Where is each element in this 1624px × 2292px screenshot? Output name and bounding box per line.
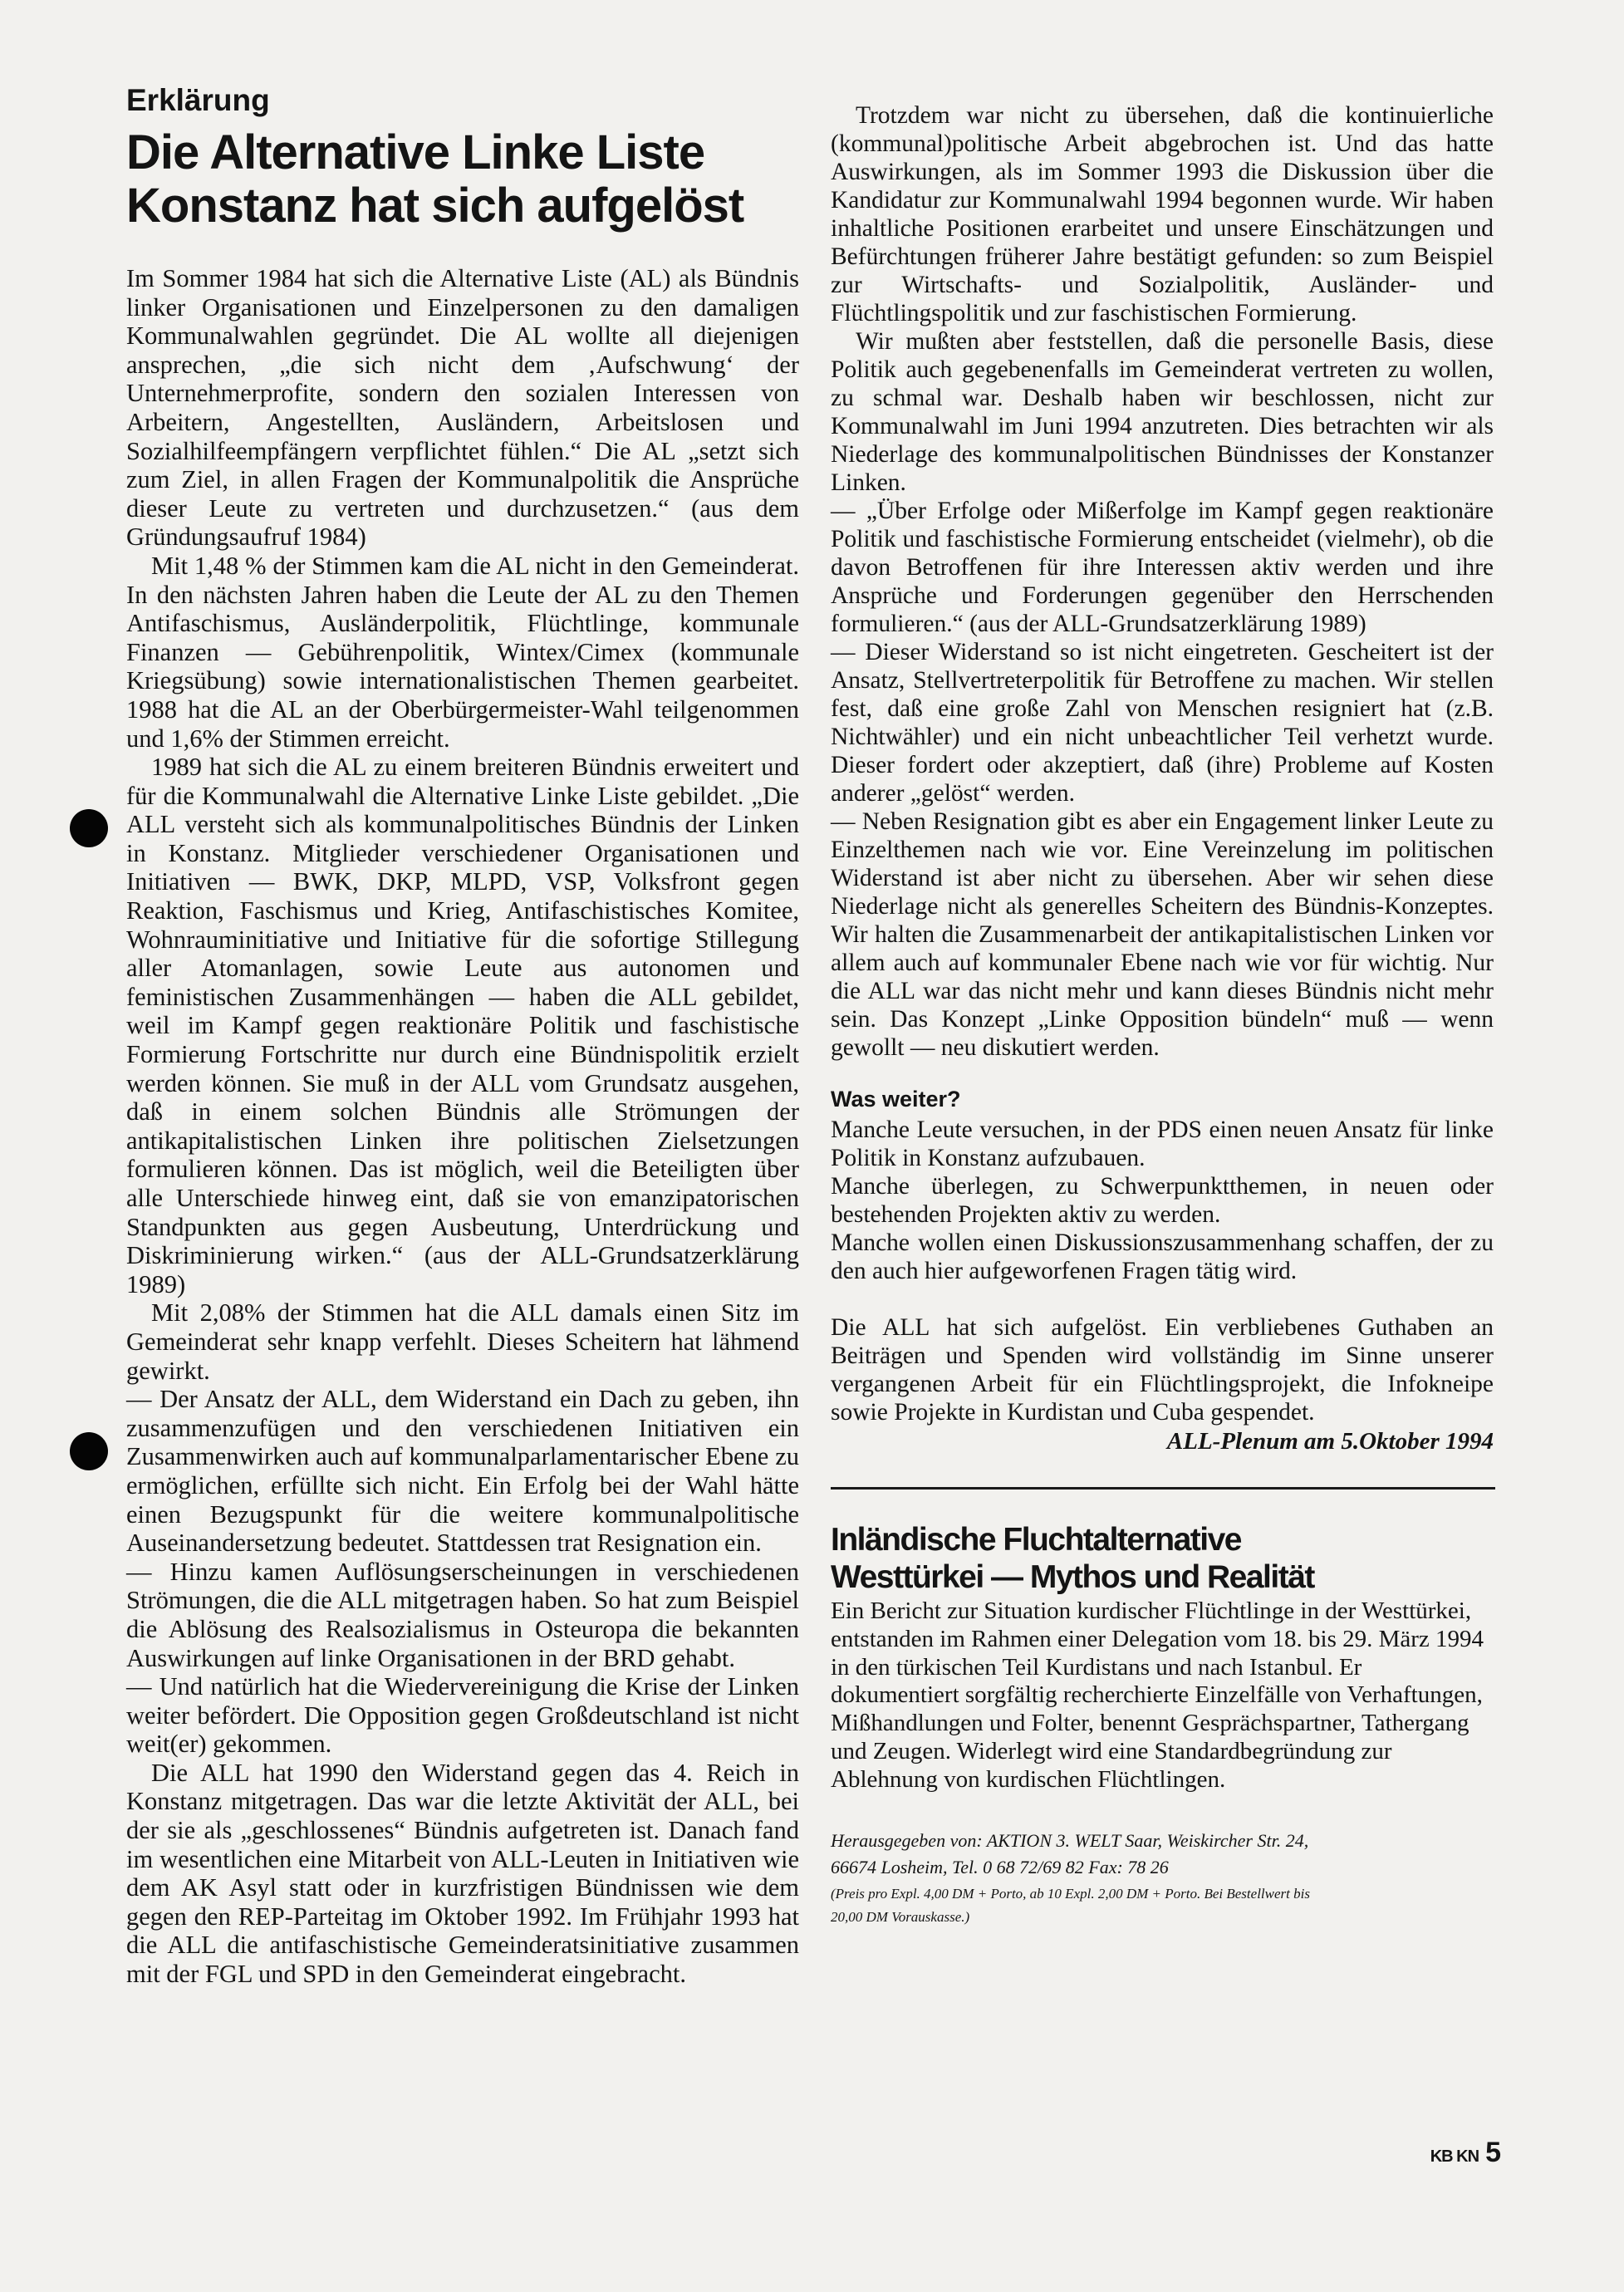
closing-paragraph: Die ALL hat sich aufgelöst. Ein verbliebenes Guthaben an Beiträgen und Spenden wird vollständig im Sinne unserer vergangenen Arbeit für ein Flüchtlingsprojekt, die Infokneipe sowie Projekte in Kurdistan und Cuba gespendet. xyxy=(831,1314,1494,1426)
paragraph: Mit 2,08% der Stimmen hat die ALL damals einen Sitz im Gemeinderat sehr knapp verfehlt. Dieses Scheitern hat lähmend gewirkt. xyxy=(126,1298,799,1385)
paragraph: Manche Leute versuchen, in der PDS einen neuen Ansatz für linke Politik in Konstanz aufzubauen. xyxy=(831,1117,1494,1171)
ad-title-line-1: Inländische Fluchtalternative xyxy=(831,1522,1241,1558)
article-kicker: Erklärung xyxy=(126,83,270,117)
punch-hole-top xyxy=(70,809,108,847)
paragraph: — Der Ansatz der ALL, dem Widerstand ein Dach zu geben, ihn zusammenzufügen und den verschiedenen Initiativen ein Zusammenwirken auch auf kommunalparlamentarischer Ebene zu ermöglichen, erfüllte sich nicht. Ein Erfolg bei der Wahl hätte einen Bezugspunkt für die weitere kommunalpolitische Auseinandersetzung bedeutet. Stattdessen trat Resignation ein. xyxy=(126,1385,799,1558)
paragraph: Die ALL hat 1990 den Widerstand gegen das 4. Reich in Konstanz mitgetragen. Das war die letzte Aktivität der ALL, bei der sie als „geschlossenes“ Bündnis aufgetreten ist. Danach fand im wesentlichen eine Mitarbeit von ALL-Leuten in Initiativen wie dem AK Asyl statt oder in kurzfristigen Bündnissen wie dem gegen den REP-Parteitag im Oktober 1992. Im Frühjahr 1993 hat die ALL die antifaschistische Gemeinderatsinitiative zusammen mit der FGL und SPD in den Gemeinderat eingebracht. xyxy=(126,1758,799,1989)
article-headline xyxy=(126,126,799,233)
punch-hole-bottom xyxy=(70,1432,108,1470)
paragraph: Manche überlegen, zu Schwerpunktthemen, in neuen oder bestehenden Projekten aktiv zu werden. xyxy=(831,1173,1494,1228)
paragraph: — Hinzu kamen Auflösungserscheinungen in verschiedenen Strömungen, die die ALL mitgetragen haben. So hat zum Beispiel die Ablösung des Realsozialismus in Osteuropa die bekannten Auswirkungen auf linke Organisationen in der BRD gehabt. xyxy=(126,1557,799,1672)
article-right-column xyxy=(831,101,1494,1929)
paragraph: — „Über Erfolge oder Mißerfolge im Kampf gegen reaktionäre Politik und faschistische Formierung entscheidet (vielmehr), ob die davon Betroffenen für ihre Interessen aktiv werden und ihre Ansprüche und Forderungen gegenüber den Herrschenden formulieren.“ (aus der ALL-Grundsatzerklärung 1989) xyxy=(831,498,1494,637)
paragraph: — Neben Resignation gibt es aber ein Engagement linker Leute zu Einzelthemen nach wie vor. Eine Vereinzelung im politischen Widerstand ist aber nicht zu übersehen. Aber wir sehen diese Niederlage nicht als generelles Scheitern des Bündnis-Konzeptes. Wir halten die Zusammenarbeit der antikapitalistischen Linken vor allem auch auf kommunaler Ebene nach wie vor für wichtig. Nur die ALL war das nicht mehr und kann dieses Bündnis nicht mehr sein. Das Konzept „Linke Opposition bündeln“ muß — wenn gewollt — neu diskutiert werden. xyxy=(831,808,1494,1061)
paragraph: Manche wollen einen Diskussionszusammenhang schaffen, der zu den auch hier aufgeworfenen Fragen tätig wird. xyxy=(831,1229,1494,1284)
price-line-1: (Preis pro Expl. 4,00 DM + Porto, ab 10 Expl. 2,00 DM + Porto. Bei Bestellwert bis xyxy=(831,1885,1310,1902)
signature: ALL-Plenum am 5.Oktober 1994 xyxy=(1166,1428,1494,1455)
divider xyxy=(831,1487,1495,1490)
paragraph: — Und natürlich hat die Wiedervereinigung die Krise der Linken weiter befördert. Die Opposition gegen Großdeutschland ist nicht weit(er) gekommen. xyxy=(126,1672,799,1759)
paragraph: Im Sommer 1984 hat sich die Alternative Liste (AL) als Bündnis linker Organisationen und Einzelpersonen zu den damaligen Kommunalwahlen gegründet. Die AL wollte all diejenigen ansprechen, „die sich nicht dem ‚Aufschwung‘ der Unternehmerprofite, sondern den sozialen Interessen von Arbeitern, Angestellten, Ausländern, Arbeitslosen und Sozialhilfeempfängern verpflichtet fühlen.“ Die AL „setzt sich zum Ziel, in allen Fragen der Kommunalpolitik die Ansprüche dieser Leute zu vertreten und durchzusetzen.“ (aus dem Gründungsaufruf 1984) xyxy=(126,264,799,552)
page-number: 5 xyxy=(1485,2137,1501,2168)
paragraph: Trotzdem war nicht zu übersehen, daß die kontinuierliche (kommunal)politische Arbeit abgebrochen ist. Und das hatte Auswirkungen, als im Sommer 1993 die Diskussion über die Kandidatur zur Kommunalwahl 1994 begonnen wurde. Wir haben inhaltliche Positionen erarbeitet und unsere Einschätzungen und Befürchtungen früherer Jahre bestätigt gefunden: so zum Beispiel zur Wirtschafts- und Sozialpolitik, Ausländer- und Flüchtlingspolitik und zur faschistischen Formierung. xyxy=(831,102,1494,326)
ad-text: Ein Bericht zur Situation kurdischer Flüchtlinge in der Westtürkei, entstanden im Rahmen einer Delegation vom 18. bis 29. März 1994 in den türkischen Teil Kurdistans und nach Istanbul. Er dokumentiert sorgfältig recherchierte Einzelfälle von Verhaftungen, Mißhandlungen und Folter, benennt Gesprächspartner, Tathergang und Zeugen. Widerlegt wird eine Standardbegründung zur Ablehnung von kurdischen Flüchtlingen. xyxy=(831,1598,1484,1793)
headline-line-1: Die Alternative Linke Liste xyxy=(126,125,705,179)
price-line-2: 20,00 DM Vorauskasse.) xyxy=(831,1908,970,1925)
paragraph: 1989 hat sich die AL zu einem breiteren Bündnis erweitert und für die Kommunalwahl die Alternative Linke Liste gebildet. „Die ALL versteht sich als kommunalpolitisches Bündnis der Linken in Konstanz. Mitglieder verschiedener Organisationen und Initiativen — BWK, DKP, MLPD, VSP, Volksfront gegen Reaktion, Faschismus und Krieg, Antifaschistisches Komitee, Wohnrauminitiative und Initiative für die sofortige Stillegung aller Atomanlagen, sowie Leute aus autonomen und feministischen Zusammenhängen — haben die ALL gebildet, weil im Kampf gegen reaktionäre Politik und faschistische Formierung Fortschritte nur durch eine Bündnispolitik erzielt werden können. Sie muß in der ALL vom Grundsatz ausgehen, daß in einem solchen Bündnis alle Strömungen der antikapitalistischen Linken ihre politischen Zielsetzungen formulieren können. Das ist möglich, weil die Beteiligten über alle Unterschiede hinweg eint, daß sie von emanzipatorischen Standpunkten aus gegen Ausbeutung, Unterdrückung und Diskriminierung wirken.“ (aus der ALL-Grundsatzerklärung 1989) xyxy=(126,753,799,1298)
section-subhead: Was weiter? xyxy=(831,1087,961,1112)
headline-line-2: Konstanz hat sich aufgelöst xyxy=(126,179,744,233)
publication-mark: KB KN xyxy=(1430,2147,1479,2166)
price-info xyxy=(831,1882,1494,1929)
ad-title-line-2: Westtürkei — Mythos und Realität xyxy=(831,1559,1314,1595)
article-left-column xyxy=(126,83,799,1989)
page-footer xyxy=(1430,2137,1501,2169)
ad-box xyxy=(831,1521,1494,1929)
paragraph: Wir mußten aber feststellen, daß die personelle Basis, diese Politik auch gegebenenfalls im Gemeinderat vertreten zu wollen, zu schmal war. Deshalb haben wir beschlossen, nicht zur Kommunalwahl im Juni 1994 anzutreten. Dies betrachten wir als Niederlage des kommunalpolitischen Bündnisses der Konstanzer Linken. xyxy=(831,328,1494,496)
paragraph: Mit 1,48 % der Stimmen kam die AL nicht in den Gemeinderat. In den nächsten Jahren haben die Leute der AL zu den Themen Antifaschismus, Ausländerpolitik, Flüchtlinge, kommunale Finanzen — Gebührenpolitik, Wintex/Cimex (kommunale Kriegsübung) sowie internationalistischen Themen gearbeitet. 1988 hat die AL an der Oberbürgermeister-Wahl teilgenommen und 1,6% der Stimmen erreicht. xyxy=(126,551,799,753)
publisher-info xyxy=(831,1828,1494,1881)
paragraph: — Dieser Widerstand so ist nicht eingetreten. Gescheitert ist der Ansatz, Stellvertreterpolitik für Betroffene zu machen. Wir stellen fest, daß eine große Zahl von Menschen resigniert hat (z.B. Nichtwähler) und ein nicht unbeachtlicher Teil verhetzt wurde. Dieser fordert oder akzeptiert, daß (ihre) Probleme auf Kosten anderer „gelöst“ werden. xyxy=(831,639,1494,807)
ad-title xyxy=(831,1521,1494,1596)
article-body-right xyxy=(831,101,1494,1455)
article-body-left xyxy=(126,264,799,1989)
publisher-line-2: 66674 Losheim, Tel. 0 68 72/69 82 Fax: 78 26 xyxy=(831,1856,1169,1877)
publisher-line-1: Herausgegeben von: AKTION 3. WELT Saar, Weiskircher Str. 24, xyxy=(831,1829,1309,1851)
